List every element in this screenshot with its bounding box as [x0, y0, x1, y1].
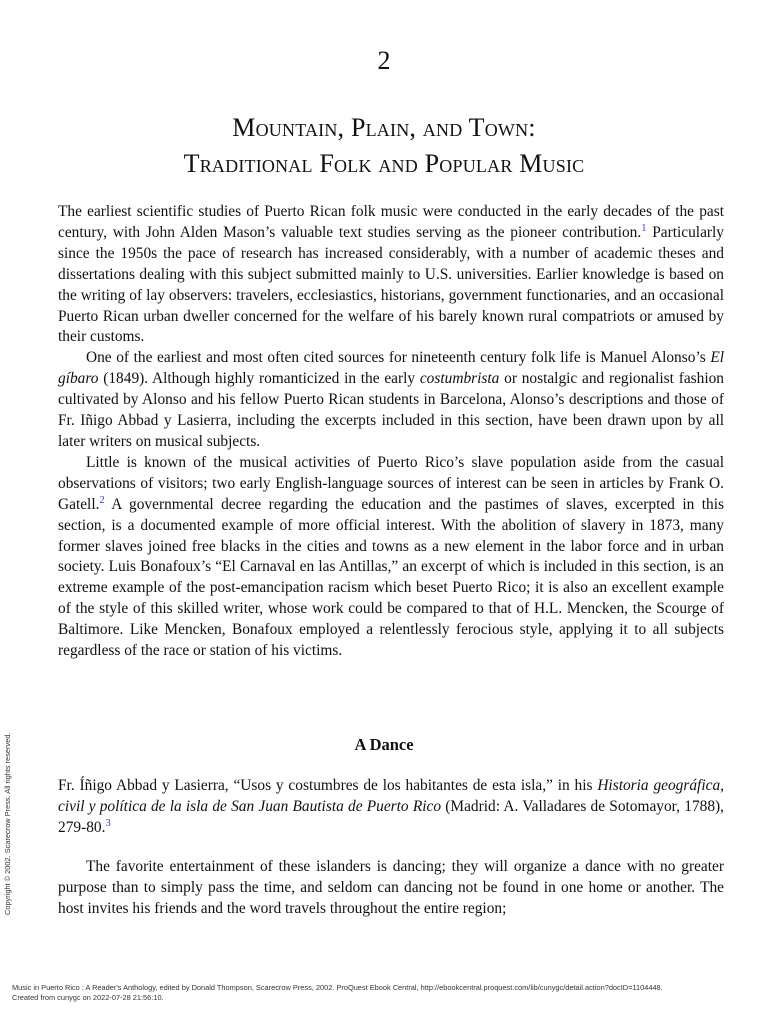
side-copyright-notice: Copyright © 2002. Scarecrow Press. All rights reserved. — [3, 732, 12, 915]
chapter-title-line-2: Traditional Folk and Popular Music — [183, 149, 585, 178]
chapter-title — [0, 110, 768, 182]
paragraph-text: Particularly since the 1950s the pace of research has increased considerably, with a number of academic theses and dissertations dealing with this subject submitted mainly to U.S. universities. Earlier knowledge is based on the writing of lay observers: travelers, ecclesiastics, historians, government functionaries, and an occasional Puerto Rican urban dweller concerned for the welfare of his barely known rural compatriots or amused by their customs. — [58, 223, 724, 346]
footnote-link[interactable]: 1 — [641, 222, 647, 234]
excerpt — [58, 857, 724, 920]
source-citation — [58, 776, 724, 839]
footnote-link[interactable]: 3 — [105, 817, 111, 829]
italic-title: El gíbaro — [58, 349, 724, 388]
footer-created-line: Created from cunygc on 2022-07-28 21:56:10. — [12, 992, 164, 1002]
italic-term: costumbrista — [419, 370, 500, 388]
paragraph-text: The earliest scientific studies of Puerto Rican folk music were conducted in the early decades of the past century, with John Alden Mason’s valuable text studies serving as the pioneer contribution. — [58, 203, 724, 241]
paragraph-text: (1849). Although highly romanticized in the early — [98, 370, 420, 388]
chapter-title-line-1: Mountain, Plain, and Town: — [232, 113, 536, 142]
paragraph — [58, 348, 724, 453]
paragraph-text: One of the earliest and most often cited sources for nineteenth century folk life is Manuel Alonso’s — [86, 349, 711, 367]
chapter-intro — [58, 202, 724, 662]
section-heading: A Dance — [354, 735, 414, 754]
paragraph-text: or nostalgic and regionalist fashion cultivated by Alonso and his fellow Puerto Rican students in Barcelona, Alonso’s descriptions and those of Fr. Iñigo Abbad y Lasierra, including the excerpts included in this section, have been drawn upon by all later writers on musical subjects. — [58, 370, 724, 450]
paragraph-text: A governmental decree regarding the education and the pastimes of slaves, excerpted in this section, is a documented example of more official interest. With the abolition of slavery in 1873, many former slaves joined free blacks in the cities and towns as a new element in the labor force and in urban society. Luis Bonafoux’s “El Carnaval en las Antillas,” an excerpt of which is included in this section, is an extreme example of the post-emancipation racism which beset Puerto Rico; it is also an excellent example of the style of this skilled writer, whose work could be compared to that of H.L. Mencken, the Scourge of Baltimore. Like Mencken, Bonafoux employed a relentlessly ferocious style, applying it to all subjects regardless of the race or station of his victims. — [58, 495, 724, 660]
paragraph — [58, 453, 724, 662]
italic-book-title: Historia geográfica, civil y política de la isla de San Juan Bautista de Puerto Rico — [58, 777, 724, 815]
page-footer — [12, 983, 752, 1002]
paragraph — [58, 202, 724, 348]
paragraph-text: Little is known of the musical activities of Puerto Rico’s slave population aside from the casual observations of visitors; two early English-language sources of interest can be seen in articles by Frank O. Gatell. — [58, 453, 724, 513]
footnote-link[interactable]: 2 — [99, 494, 105, 506]
citation-text — [58, 776, 724, 839]
citation-part: (Madrid: A. Valladares de Sotomayor, 1788), 279-80. — [58, 797, 724, 836]
footer-source-line: Music in Puerto Rico : A Reader's Anthology, edited by Donald Thompson, Scarecrow Press, 2002. ProQuest Ebook Central, http://ebookcentral.proquest.com/lib/cunygc/detail.action?docID=1104448. — [12, 983, 663, 992]
chapter-number: 2 — [377, 46, 391, 75]
excerpt-paragraph: The favorite entertainment of these islanders is dancing; they will organize a dance with no greater purpose than to simply pass the time, and seldom can dancing not be found in one home or another. The host invites his friends and the word travels throughout the entire region; — [58, 858, 724, 917]
citation-part: Fr. Íñigo Abbad y Lasierra, “Usos y costumbres de los habitantes de esta isla,” in his — [58, 777, 598, 794]
